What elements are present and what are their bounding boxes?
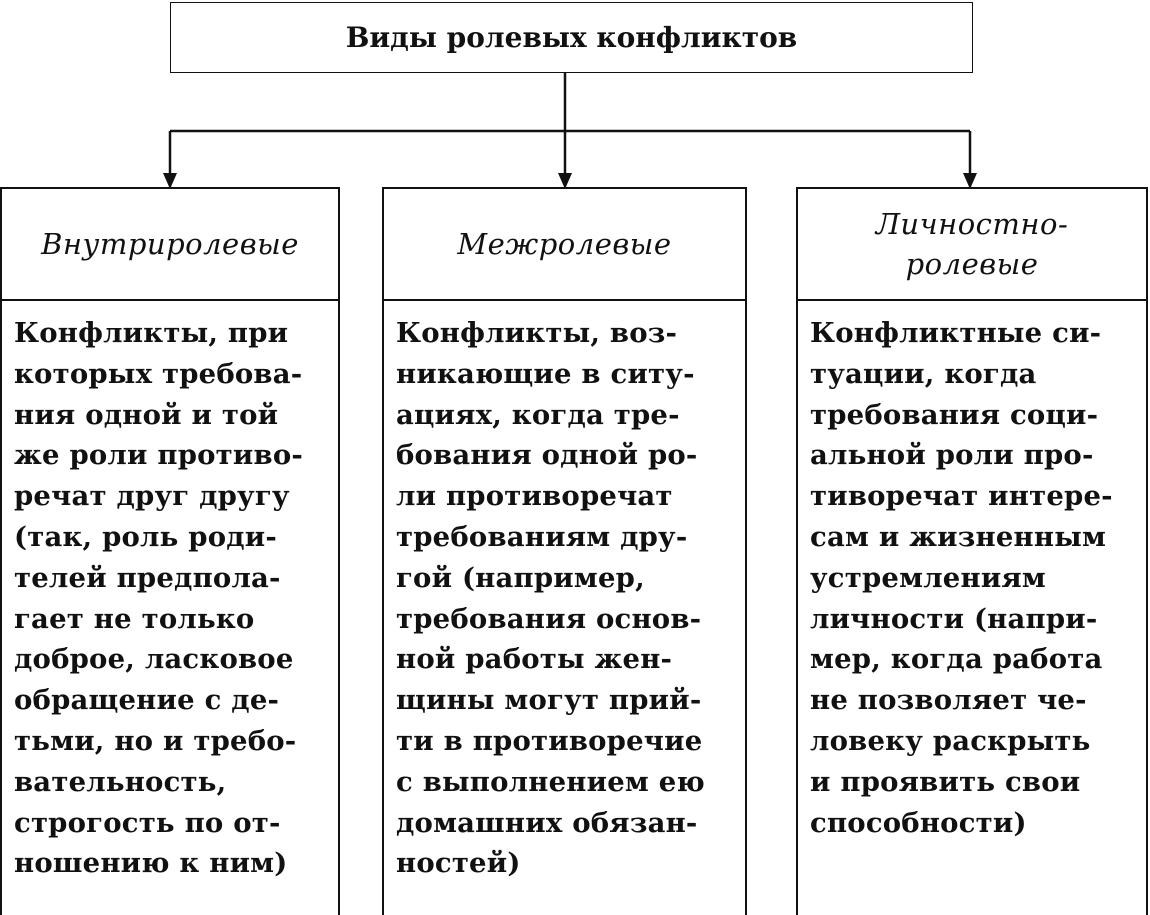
column-intra-role [0,187,340,915]
text-line: же роли противо- [14,439,303,472]
text-line: Конфликтные си- [810,317,1102,349]
heading-line: Личностно- [875,207,1069,241]
text-line: Конфликты, при [14,317,289,349]
text-line: домашних обязан- [396,806,698,839]
diagram-title: Виды ролевых конфликтов [170,2,973,73]
text-line: личности (напри- [810,602,1098,635]
text-line: способности) [810,806,1027,839]
text-line: с выполнением ею [396,765,705,798]
text-line: которых требова- [14,357,303,390]
column-personal-role [796,187,1148,915]
text-line: ностей) [396,847,521,880]
text-line: устремлениям [810,561,1047,594]
text-line: речат друг другу [14,480,290,513]
column-heading [384,189,745,301]
column-inter-role [382,187,747,915]
text-line: сам и жизненным [810,520,1107,553]
text-line: (так, роль роди- [14,520,277,553]
text-line: Конфликты, воз- [396,317,678,349]
text-line: требования соци- [810,398,1099,431]
text-line: строгость по от- [14,806,281,839]
text-line: требования основ- [396,602,702,635]
text-line: ния одной и той [14,398,279,431]
text-line: мер, когда работа [810,643,1103,676]
text-line: гой (например, [396,561,645,594]
heading-line: ролевые [905,247,1039,281]
text-line: бования одной ро- [396,439,698,472]
text-line: и проявить свои [810,765,1081,798]
text-line: ной работы жен- [396,643,673,676]
heading-text: Межролевые [457,227,672,261]
column-description [384,301,745,884]
text-line: тьми, но и требо- [14,724,297,757]
text-line: ти в противоречие [396,724,703,757]
text-line: требованиям дру- [396,520,688,553]
text-line: вательность, [14,765,227,798]
heading-text [876,204,1069,284]
text-line: ловеку раскрыть [810,724,1091,757]
column-description [798,301,1146,843]
heading-text: Внутриролевые [41,227,299,261]
text-line: щины могут прий- [396,684,702,717]
text-line: ли противоречат [396,480,673,513]
column-heading [798,189,1146,301]
text-line: доброе, ласковое [14,643,294,676]
text-line: гает не только [14,602,255,635]
column-description [2,301,338,884]
text-line: не позволяет че- [810,684,1087,717]
text-line: никающие в ситу- [396,357,695,390]
text-line: обращение с де- [14,684,280,717]
text-line: ациях, когда тре- [396,398,680,431]
text-line: ношению к ним) [14,847,288,880]
text-line: тиворечат интере- [810,480,1113,513]
text-line: альной роли про- [810,439,1094,472]
text-line: туации, когда [810,357,1037,390]
column-heading [2,189,338,301]
text-line: телей предпола- [14,561,281,594]
